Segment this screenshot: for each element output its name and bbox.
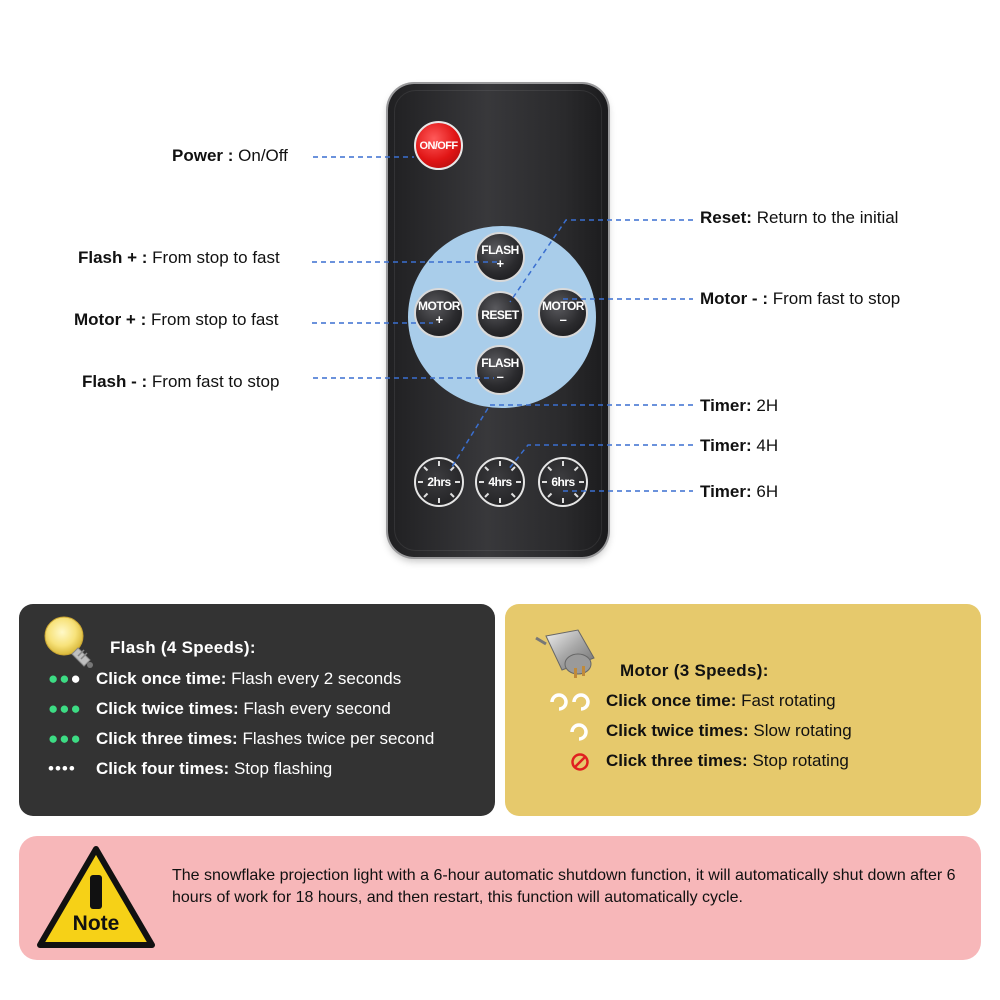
flash-item-4: Click four times: Stop flashing	[96, 759, 333, 778]
motor-item-1: Click once time: Fast rotating	[606, 691, 836, 710]
power-button-label: ON/OFF	[419, 139, 458, 152]
label-motor-minus: Motor - : From fast to stop	[700, 289, 901, 308]
flash-dots-2-icon: ●●●	[48, 699, 82, 718]
leader-timer-4	[508, 445, 693, 470]
motor-item-3: Click three times: Stop rotating	[606, 751, 849, 770]
timer-6h-label: 6hrs	[551, 475, 575, 489]
reset-label: RESET	[481, 307, 519, 322]
label-timer-6: Timer: 6H	[700, 482, 779, 501]
leader-reset	[510, 220, 693, 302]
motor-plus-sign: +	[435, 312, 443, 327]
motor-item-2: Click twice times: Slow rotating	[606, 721, 852, 740]
note-badge-label: Note	[72, 912, 120, 935]
motor-panel-title: Motor (3 Speeds):	[620, 661, 769, 680]
flash-item-2: Click twice times: Flash every second	[96, 699, 391, 718]
flash-item-3: Click three times: Flashes twice per second	[96, 729, 435, 748]
flash-minus-label: FLASH	[481, 356, 519, 370]
fast-rotate-icon	[548, 692, 592, 712]
lightbulb-icon	[38, 612, 98, 674]
flash-item-1: Click once time: Flash every 2 seconds	[96, 669, 402, 688]
note-text: The snowflake projection light with a 6-hour automatic shutdown function, it will automatically shut down after 6 hours of work for 18 hours, and then restart, this function will automatically cycle.	[172, 867, 956, 906]
motor-icon	[534, 624, 600, 682]
timer-2h-label: 2hrs	[427, 475, 451, 489]
motor-minus-label: MOTOR	[542, 299, 584, 313]
label-power: Power : On/Off	[172, 146, 288, 165]
motor-minus-sign: –	[559, 312, 567, 327]
timer-4h-label: 4hrs	[488, 475, 512, 489]
leader-timer-2	[450, 405, 693, 470]
label-flash-minus: Flash - : From fast to stop	[82, 372, 280, 391]
label-timer-2: Timer: 2H	[700, 396, 779, 415]
motor-plus-label: MOTOR	[418, 299, 460, 313]
label-flash-plus: Flash + : From stop to fast	[78, 248, 280, 267]
slow-rotate-icon	[568, 722, 590, 742]
flash-dots-3-icon: ●●●	[48, 729, 82, 748]
flash-plus-label: FLASH	[481, 243, 519, 257]
label-motor-plus: Motor + : From stop to fast	[74, 310, 279, 329]
label-reset: Reset: Return to the initial	[700, 208, 899, 227]
stop-icon	[570, 752, 590, 772]
flash-plus-sign: +	[496, 256, 504, 271]
label-timer-4: Timer: 4H	[700, 436, 779, 455]
flash-dots-1-icon: ●●●	[48, 669, 82, 688]
flash-minus-sign: –	[496, 369, 504, 384]
flash-dots-4-icon: ••••	[48, 759, 76, 778]
flash-panel-title: Flash (4 Speeds):	[110, 638, 256, 657]
